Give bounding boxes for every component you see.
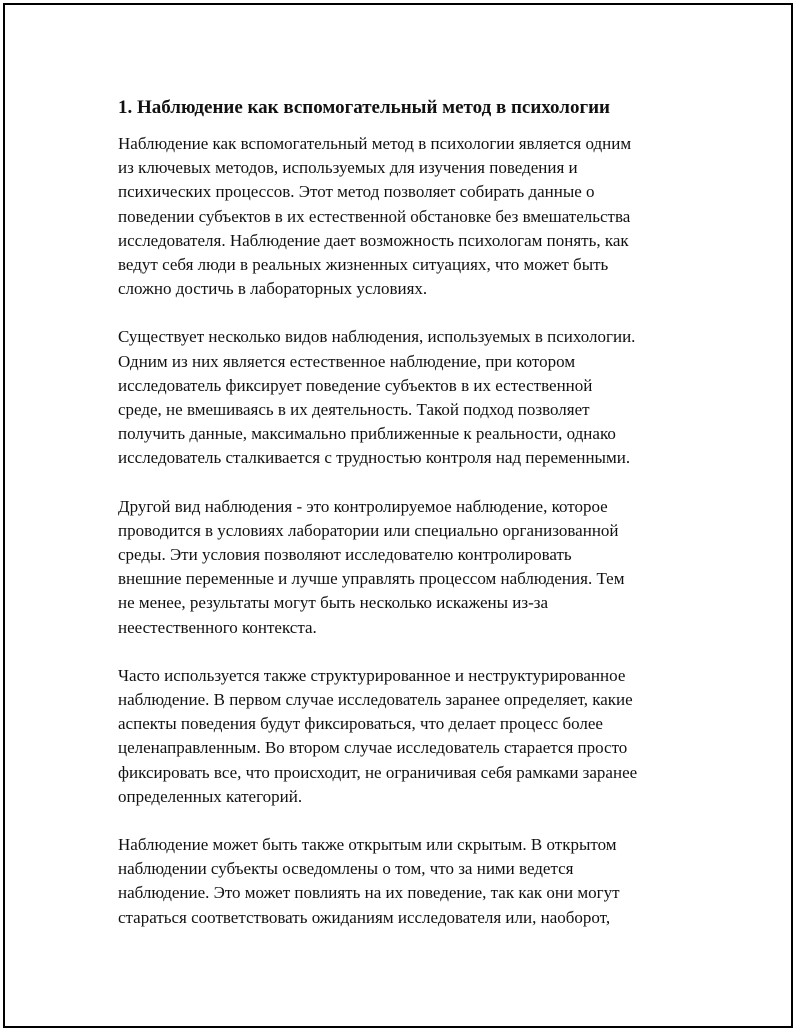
text-line: не менее, результаты могут быть несколько искажены из-за	[118, 593, 549, 613]
paragraph-spacer	[118, 471, 698, 495]
text-line: среды. Эти условия позволяют исследователю контролировать	[118, 545, 572, 565]
paragraph-spacer	[118, 809, 698, 833]
text-line: аспекты поведения будут фиксироваться, что делает процесс более	[118, 714, 603, 734]
text-line: исследователь сталкивается с трудностью контроля над переменными.	[118, 448, 631, 468]
text-line: внешние переменные и лучше управлять процессом наблюдения. Тем	[118, 569, 625, 589]
text-line: стараться соответствовать ожиданиям исследователя или, наоборот,	[118, 907, 611, 927]
text-line: ведут себя люди в реальных жизненных ситуациях, что может быть	[118, 255, 609, 275]
text-line: наблюдение. Это может повлиять на их поведение, так как они могут	[118, 883, 620, 903]
text-line: неестественного контекста.	[118, 617, 317, 637]
text-line: проводится в условиях лаборатории или специально организованной	[118, 520, 619, 540]
text-line: Наблюдение может быть также открытым или скрытым. В открытом	[118, 835, 617, 855]
text-line: психических процессов. Этот метод позволяет собирать данные о	[118, 182, 595, 202]
text-line: исследователь фиксирует поведение субъектов в их естественной	[118, 375, 593, 395]
paragraph-1	[118, 132, 698, 301]
text-line: Часто используется также структурированное и неструктурированное	[118, 665, 626, 685]
text-line: исследователя. Наблюдение дает возможность психологам понять, как	[118, 230, 629, 250]
paragraph-2	[118, 325, 698, 470]
paragraph-spacer	[118, 640, 698, 664]
text-line: среде, не вмешиваясь в их деятельность. Такой подход позволяет	[118, 400, 590, 420]
paragraph-4	[118, 664, 698, 809]
text-line: наблюдении субъекты осведомлены о том, что за ними ведется	[118, 859, 574, 879]
text-line: Наблюдение как вспомогательный метод в психологии является одним	[118, 134, 632, 153]
paragraph-3	[118, 495, 698, 640]
text-line: определенных категорий.	[118, 786, 303, 806]
text-line: Другой вид наблюдения - это контролируемое наблюдение, которое	[118, 496, 608, 516]
section-title: 1. Наблюдение как вспомогательный метод в психологии	[118, 97, 610, 118]
text-line: получить данные, максимально приближенные к реальности, однако	[118, 424, 616, 444]
text-line: Одним из них является естественное наблюдение, при котором	[118, 351, 576, 371]
paragraph-spacer	[118, 301, 698, 325]
text-line: наблюдение. В первом случае исследователь заранее определяет, какие	[118, 690, 633, 710]
text-line: фиксировать все, что происходит, не ограничивая себя рамками заранее	[118, 762, 638, 782]
document-body	[118, 96, 698, 930]
text-line: целенаправленным. Во втором случае исследователь старается просто	[118, 738, 628, 758]
text-line: сложно достичь в лабораторных условиях.	[118, 279, 428, 299]
paragraph-5	[118, 833, 698, 930]
text-line: Существует несколько видов наблюдения, используемых в психологии.	[118, 327, 636, 347]
text-line: поведении субъектов в их естественной обстановке без вмешательства	[118, 206, 631, 226]
text-line: из ключевых методов, используемых для изучения поведения и	[118, 158, 578, 178]
